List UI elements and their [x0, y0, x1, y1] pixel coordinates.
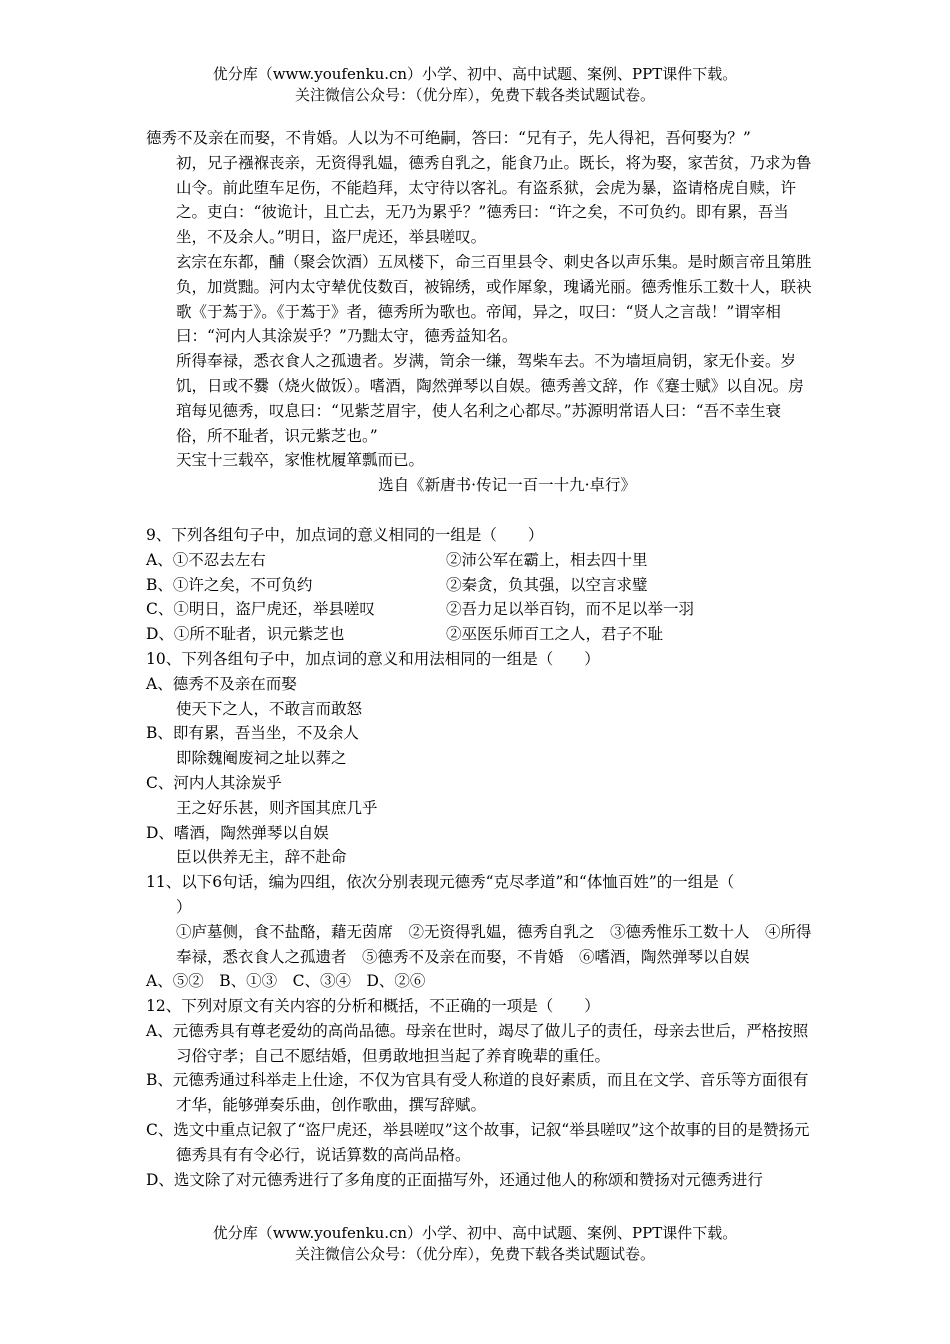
passage	[146, 126, 812, 498]
q12-option-c: C、选文中重点记叙了“盗尸虎还，举县嗟叹”这个故事，记叙“举县嗟叹”这个故事的目的是赞扬元德秀具有有令必行，说话算数的高尚品格。	[146, 1121, 810, 1164]
q10-option-d-1: D、嗜酒，陶然弹琴以自娱	[146, 823, 329, 842]
question-10	[146, 647, 812, 870]
passage-para-3: 所得奉禄，悉衣食人之孤遗者。岁满，笥余一缣，驾柴车去。不为墙垣扃钥，家无仆妾。岁饥，日或不爨（烧火做饭）。嗜酒，陶然弹琴以自娱。德秀善文辞，作《蹇士赋》以自况。房琯每见德秀，叹息曰：“见紫芝眉宇，使人名利之心都尽。”苏源明常语人曰：“吾不幸生衰俗，所不耻者，识元紫芝也。”	[176, 352, 804, 445]
footer-line-1: 优分库（www.youfenku.cn）小学、初中、高中试题、案例、PPT课件下载。	[212, 1224, 738, 1242]
q9-option-b	[146, 573, 812, 598]
q9-option-d-1: D、①所不耻者，识元紫芝也	[146, 625, 345, 644]
header-line-2: 关注微信公众号：（优分库），免费下载各类试题试卷。	[294, 86, 655, 104]
question-11	[146, 870, 812, 994]
q12-option-d: D、选文除了对元德秀进行了多角度的正面描写外，还通过他人的称颂和赞扬对元德秀进行	[146, 1170, 763, 1189]
q10-option-b-2: 即除魏阉废祠之址以葬之	[176, 749, 347, 768]
q9-option-a-2: ②沛公军在霸上，相去四十里	[446, 550, 648, 569]
q10-option-a-1: A、德秀不及亲在而娶	[146, 674, 297, 693]
q10-option-c-2: 王之好乐甚，则齐国其庶几乎	[176, 798, 378, 817]
q12-option-a: A、元德秀具有尊老爱幼的高尚品德。母亲在世时，竭尽了做儿子的责任，母亲去世后，严格按照习俗守孝；自己不愿结婚，但勇敢地担当起了养育晚辈的重任。	[146, 1021, 809, 1065]
q10-option-c-1: C、河内人其涂炭乎	[146, 773, 282, 792]
q9-stem: 9、下列各组句子中，加点词的意义相同的一组是（ ）	[146, 525, 544, 544]
q12-stem: 12、下列对原文有关内容的分析和概括，不正确的一项是（ ）	[146, 997, 600, 1016]
q10-option-d-2: 臣以供养无主，辞不赴命	[176, 848, 347, 867]
header-line-1: 优分库（www.youfenku.cn）小学、初中、高中试题、案例、PPT课件下载。	[212, 65, 738, 83]
q10-option-a-2: 使天下之人，不敢言而敢怒	[176, 699, 363, 718]
q11-choices: A、⑤② B、①③ C、③④ D、②⑥	[146, 972, 426, 991]
q11-items: ①庐墓侧，食不盐酪，藉无茵席 ②无资得乳媪，德秀自乳之 ③德秀惟乐工数十人 ④所得奉禄，悉衣食人之孤遗者 ⑤德秀不及亲在而娶，不肯婚 ⑥嗜酒，陶然弹琴以自娱	[176, 922, 812, 966]
page-header	[0, 64, 950, 106]
q9-option-c-2: ②吾力足以举百钧，而不足以举一羽	[446, 600, 695, 619]
question-12	[146, 994, 812, 1192]
passage-source: 选自《新唐书·传记一百一十九·卓行》	[378, 476, 636, 495]
q10-stem: 10、下列各组句子中，加点词的意义和用法相同的一组是（ ）	[146, 649, 600, 668]
q11-stem-line-1: 11、以下6句话，编为四组，依次分别表现元德秀“克尽孝道”和“体恤百姓”的一组是（	[146, 873, 735, 892]
passage-para-1-first: 德秀不及亲在而娶，不肯婚。人以为不可绝嗣，答曰：“兄有子，先人得祀，吾何娶为？”	[146, 129, 751, 147]
q9-option-c	[146, 597, 812, 622]
page-footer	[0, 1223, 950, 1265]
passage-para-2: 玄宗在东都，酺（聚会饮酒）五凤楼下，命三百里县令、刺史各以声乐集。是时颇言帝且第胜负，加赏黜。河内太守辇优伎数百，被锦绣，或作犀象，瑰谲光丽。德秀惟乐工数十人，联袂歌《于蒍于》。《于蒍于》者，德秀所为歌也。帝闻，异之，叹曰：“贤人之言哉！”谓宰相曰：“河内人其涂炭乎？”乃黜太守，德秀益知名。	[176, 252, 812, 346]
q12-option-b: B、元德秀通过科举走上仕途，不仅为官具有受人称道的良好素质，而且在文学、音乐等方面很有才华，能够弹奏乐曲，创作歌曲，撰写辞赋。	[146, 1071, 809, 1115]
footer-line-2: 关注微信公众号：（优分库），免费下载各类试题试卷。	[294, 1245, 655, 1263]
question-9	[146, 523, 812, 647]
passage-para-1-rest: 初，兄子襁褓丧亲，无资得乳媪，德秀自乳之，能食乃止。既长，将为娶，家苦贫，乃求为鲁山令。前此堕车足伤，不能趋拜，太守待以客礼。有盗系狱，会虎为暴，盗请格虎自赎，许之。吏白：“彼诡计，且亡去，无乃为累乎？”德秀曰：“许之矣，不可负约。即有累，吾当坐，不及余人。”明日，盗尸虎还，举县嗟叹。	[176, 153, 812, 247]
q9-option-d-2: ②巫医乐师百工之人，君子不耻	[446, 625, 664, 644]
q9-option-a	[146, 548, 812, 573]
q10-option-b-1: B、即有累，吾当坐，不及余人	[146, 724, 359, 743]
q9-option-b-1: B、①许之矣，不可负约	[146, 575, 313, 594]
q9-option-a-1: A、①不忍去左右	[146, 550, 266, 569]
q9-option-b-2: ②秦贪，负其强，以空言求璧	[446, 575, 648, 594]
q9-option-c-1: C、①明日，盗尸虎还，举县嗟叹	[146, 600, 375, 619]
q9-option-d	[146, 622, 812, 647]
passage-para-4: 天宝十三载卒，家惟枕履箪瓢而已。	[176, 451, 425, 470]
document-body	[146, 126, 812, 1192]
q11-stem-line-2: ）	[176, 897, 192, 916]
